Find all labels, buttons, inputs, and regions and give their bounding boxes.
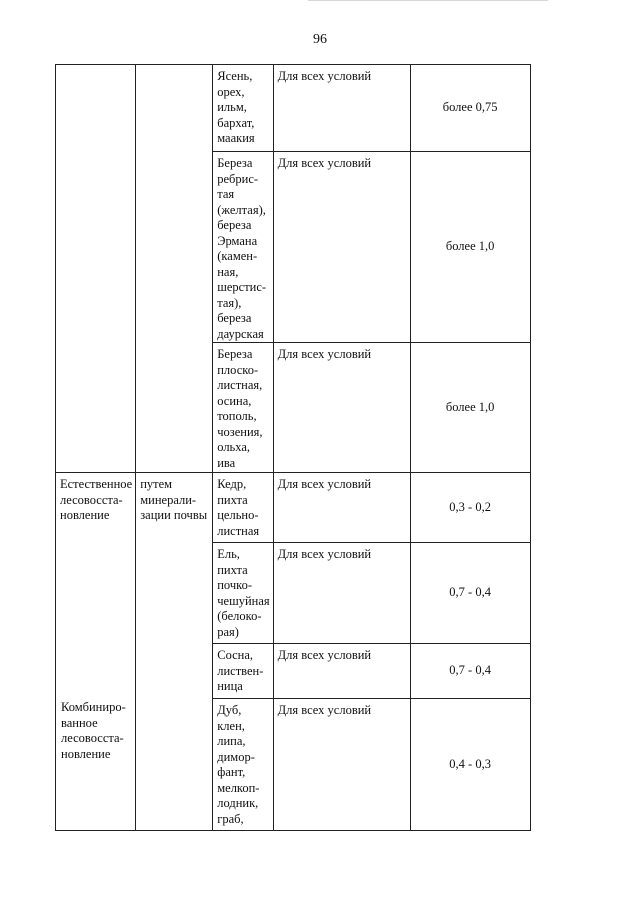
table-row — [56, 473, 531, 543]
conditions-cell: Для всех условий — [273, 543, 410, 644]
species-cell: Ель, пихта почко- чешуйная (белоко- рая) — [213, 543, 273, 644]
page-number: 96 — [313, 32, 327, 47]
species-cell: Береза плоско- листная, осина, тополь, чозения, ольха, ива — [213, 343, 273, 473]
conditions-cell: Для всех условий — [273, 152, 410, 343]
value-cell: 0,3 - 0,2 — [410, 473, 530, 543]
conditions-cell: Для всех условий — [273, 644, 410, 699]
reforestation-table — [55, 64, 531, 831]
species-cell: Дуб, клен, липа, димор- фант, мелкоп- лодник, граб, — [213, 699, 273, 831]
method-cell-combined: Комбиниро- ванное лесовосста- новление — [61, 700, 126, 761]
species-cell: Ясень, орех, ильм, бархат, маакия — [213, 65, 273, 152]
value-cell: 0,7 - 0,4 — [410, 543, 530, 644]
value-cell: 0,4 - 0,3 — [410, 699, 530, 831]
species-cell: Кедр, пихта цельно- листная — [213, 473, 273, 543]
species-cell: Береза ребрис- тая (желтая), береза Эрмана (камен- ная, шерстис- тая), березa даурская — [213, 152, 273, 343]
technique-cell: путем минерали- зации почвы — [136, 473, 213, 831]
conditions-cell: Для всех условий — [273, 473, 410, 543]
top-rule — [308, 0, 548, 1]
conditions-cell: Для всех условий — [273, 699, 410, 831]
technique-cell-empty — [136, 65, 213, 473]
value-cell: более 1,0 — [410, 343, 530, 473]
value-cell: 0,7 - 0,4 — [410, 644, 530, 699]
value-cell: более 0,75 — [410, 65, 530, 152]
table-row — [56, 65, 531, 152]
method-cell-empty — [56, 65, 136, 473]
method-cell: Естественное лесовосста- новление — [56, 473, 136, 831]
value-cell: более 1,0 — [410, 152, 530, 343]
conditions-cell: Для всех условий — [273, 65, 410, 152]
species-cell: Сосна, листвен- ница — [213, 644, 273, 699]
conditions-cell: Для всех условий — [273, 343, 410, 473]
